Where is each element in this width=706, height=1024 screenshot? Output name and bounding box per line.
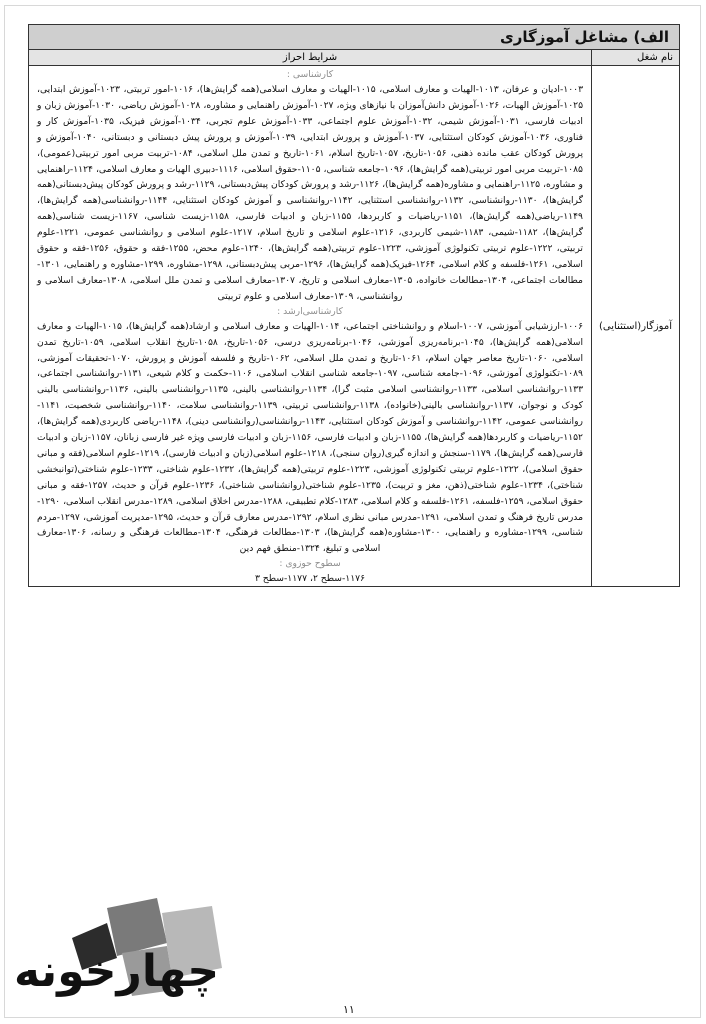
logo-wordmark: چهارخونه [14,946,220,997]
occupation-table [28,24,680,587]
job-title-cell: آموزگار(استثنایی) [591,66,679,586]
section-title: الف) مشاغل آموزگاری [500,28,669,46]
page-number: ۱۱ [343,1003,355,1016]
bachelor-heading: کارشناسی : [286,69,334,80]
table-header-row [28,50,680,66]
column-header-job: نام شغل [591,50,679,65]
conditions-cell [29,66,591,586]
column-header-conditions: شرایط احراز [282,52,338,63]
bachelor-fields: ۱۰۰۳-ادیان و عرفان، ۱۰۱۳-الهیات و معارف اسلامی، ۱۰۱۵-الهیات و معارف اسلامی(همه گرایش‌ها)، ۱۰۱۶-امور تربیتی، ۱۰۲۳-آموزش ابتدایی، ۱۰۲۵-آموزش الهیات، ۱۰۲۶-آموزش دانش‌آموزان با نیازهای ویژه، ۱۰۲۷-آموزش راهنمایی و مشاوره، ۱۰۲۸-آموزش ریاضی، ۱۰۳۰-آموزش زبان و ادبیات فارسی، ۱۰۳۱-آموزش شیمی، ۱۰۳۲-آموزش علوم اجتماعی، ۱۰۳۳-آموزش علوم تجربی، ۱۰۳۴-آموزش فیزیک، ۱۰۳۵-آموزش کار و فناوری، ۱۰۳۶-آموزش کودکان استثنایی، ۱۰۳۷-آموزش و پرورش ابتدایی، ۱۰۳۹-آموزش و پرورش پیش دبستانی و دبستانی، ۱۰۴۰-آموزش و پرورش کودکان عقب مانده ذهنی، ۱۰۵۶-تاریخ، ۱۰۵۷-تاریخ اسلام، ۱۰۶۱-تاریخ و تمدن ملل اسلامی، ۱۰۸۴-تربیت مربی امور تربیتی(عمومی)، ۱۰۸۵-تربیت مربی امور تربیتی(همه گرایش‌ها)، ۱۰۹۶-جامعه شناسی، ۱۱۰۵-حقوق اسلامی، ۱۱۱۶-دبیری الهیات و معارف اسلامی، ۱۱۲۴-راهنمایی و مشاوره، ۱۱۲۵-راهنمایی و مشاوره(همه گرایش‌ها)، ۱۱۲۶-رشد و پرورش کودکان پیش‌دبستانی، ۱۱۲۹-رشد و پرورش کودکان پیش‌دبستانی(همه گرایش‌ها)، ۱۱۳۰-روانشناسی، ۱۱۳۲-روانشناسی استثنایی، ۱۱۴۲-روانشناسی و آموزش کودکان استثنایی، ۱۱۴۴-روانشناسی(همه گرایش‌ها)، ۱۱۴۹-ریاضی(همه گرایش‌ها)، ۱۱۵۱-ریاضیات و کاربردها، ۱۱۵۵-زبان و ادبیات فارسی، ۱۱۵۸-زیست شناسی، ۱۱۶۷-زیست شناسی(همه گرایش‌ها)، ۱۱۸۲-شیمی، ۱۱۸۳-شیمی کاربردی، ۱۲۱۶-علوم اسلامی و تاریخ اسلام، ۱۲۱۷-علوم اسلامی و روانشناسی عمومی، ۱۲۲۱-علوم تربیتی، ۱۲۲۲-علوم تربیتی تکنولوژی آموزشی، ۱۲۲۳-علوم تربیتی(همه گرایش‌ها)، ۱۲۴۰-علوم محض، ۱۲۵۵-فقه و حقوق، ۱۲۵۶-فقه و حقوق اسلامی، ۱۲۶۱-فلسفه و کلام اسلامی، ۱۲۶۴-فیزیک(همه گرایش‌ها)، ۱۲۹۶-مربی پیش‌دبستانی، ۱۲۹۸-مشاوره، ۱۲۹۹-مشاوره و راهنمایی، ۱۳۰۱-مطالعات اجتماعی، ۱۳۰۴-مطالعات خانواده، ۱۳۰۵-معارف اسلامی و تاریخ، ۱۳۰۷-معارف اسلامی و تمدن ملل اسلامی، ۱۳۰۸-معارف اسلامی و روانشناسی، ۱۳۰۹-معارف اسلامی و علوم تربیتی [37,84,584,302]
brand-logo [14,898,229,1003]
seminary-fields: ۱۱۷۶-سطح ۲، ۱۱۷۷-سطح ۳ [254,573,366,585]
seminary-heading: سطوح حوزوی : [279,558,341,570]
section-title-bar [28,24,680,50]
master-heading: کارشناسی‌ارشد : [277,305,343,317]
table-row [28,66,680,587]
master-fields: ۱۰۰۶-ارزشیابی آموزشی، ۱۰۰۷-اسلام و روانشناختی اجتماعی، ۱۰۱۴-الهیات و معارف اسلامی و ارشاد(همه گرایش‌ها)، ۱۰۱۵-الهیات و معارف اسلامی(همه گرایش‌ها)، ۱۰۴۵-برنامه‌ریزی آموزشی، ۱۰۴۶-برنامه‌ریزی درسی، ۱۰۵۶-تاریخ، ۱۰۵۸-تاریخ انقلاب اسلامی، ۱۰۵۹-تاریخ تمدن اسلامی، ۱۰۶۰-تاریخ معاصر جهان اسلام، ۱۰۶۱-تاریخ و تمدن ملل اسلامی، ۱۰۶۲-تاریخ و فلسفه آموزش و پرورش، ۱۰۷۰-تحقیقات آموزشی، ۱۰۸۹-تکنولوژی آموزشی، ۱۰۹۶-جامعه شناسی، ۱۰۹۷-جامعه شناسی انقلاب اسلامی، ۱۱۰۶-حکمت و کلام شیعی، ۱۱۳۱-روانشناسی اجتماعی، ۱۱۳۳-روانشناسی اسلامی، ۱۱۳۳-روانشناسی اسلامی مثبت گرا)، ۱۱۳۴-روانشناسی بالینی، ۱۱۳۵-روانشناسی بالینی، ۱۱۳۶-روانشناسی بالینی کودک و نوجوان، ۱۱۳۷-روانشناسی بالینی(خانواده)، ۱۱۳۸-روانشناسی تربیتی، ۱۱۳۹-روانشناسی سلامت، ۱۱۴۰-روانشناسی شخصیت، ۱۱۴۱-روانشناسی عمومی، ۱۱۴۲-روانشناسی و آموزش کودکان استثنایی، ۱۱۴۳-روانشناسی(روانشناسی دینی)، ۱۱۴۸-ریاضی کاربردی(همه گرایش‌ها)، ۱۱۵۲-ریاضیات و کاربردها(همه گرایش‌ها)، ۱۱۵۵-زبان و ادبیات فارسی، ۱۱۵۶-زبان و ادبیات فارسی ویژه غیر فارسی زبانان، ۱۱۵۷-زبان و ادبیات فارسی(همه گرایش‌ها)، ۱۱۷۹-سنجش و اندازه گیری(روان سنجی)، ۱۲۱۸-علوم اسلامی(زبان و ادبیات فارسی)، ۱۲۱۹-علوم اسلامی(فقه و مبانی حقوق اسلامی)، ۱۲۲۲-علوم تربیتی تکنولوژی آموزشی، ۱۲۲۳-علوم تربیتی(همه گرایش‌ها)، ۱۲۳۲-علوم شناختی، ۱۲۳۳-علوم شناختی(توانبخشی شناختی)، ۱۲۳۴-علوم شناختی(ذهن، مغز و تربیت)، ۱۲۳۵-علوم شناختی(روانشناسی شناختی)، ۱۲۳۶-علوم قرآن و حدیث، ۱۲۵۷-فقه و مبانی حقوق اسلامی، ۱۲۵۹-فلسفه، ۱۲۶۱-فلسفه و کلام اسلامی، ۱۲۸۳-کلام تطبیقی، ۱۲۸۸-مدرس اخلاق اسلامی، ۱۲۸۹-مدرس انقلاب اسلامی، ۱۲۹۰-مدرس تاریخ فرهنگ و تمدن اسلامی، ۱۲۹۱-مدرس مبانی نظری اسلام، ۱۲۹۲-مدرس معارف قرآن و حدیث، ۱۲۹۵-مدیریت آموزشی، ۱۲۹۷-مردم شناسی، ۱۲۹۹-مشاوره و راهنمایی، ۱۳۰۰-مشاوره(همه گرایش‌ها)، ۱۳۰۳-مطالعات فرهنگی، ۱۳۰۴-مطالعات فرهنگی و رسانه، ۱۳۰۶-معارف اسلامی و تبلیغ، ۱۳۲۴-منطق فهم دین [37,320,584,555]
